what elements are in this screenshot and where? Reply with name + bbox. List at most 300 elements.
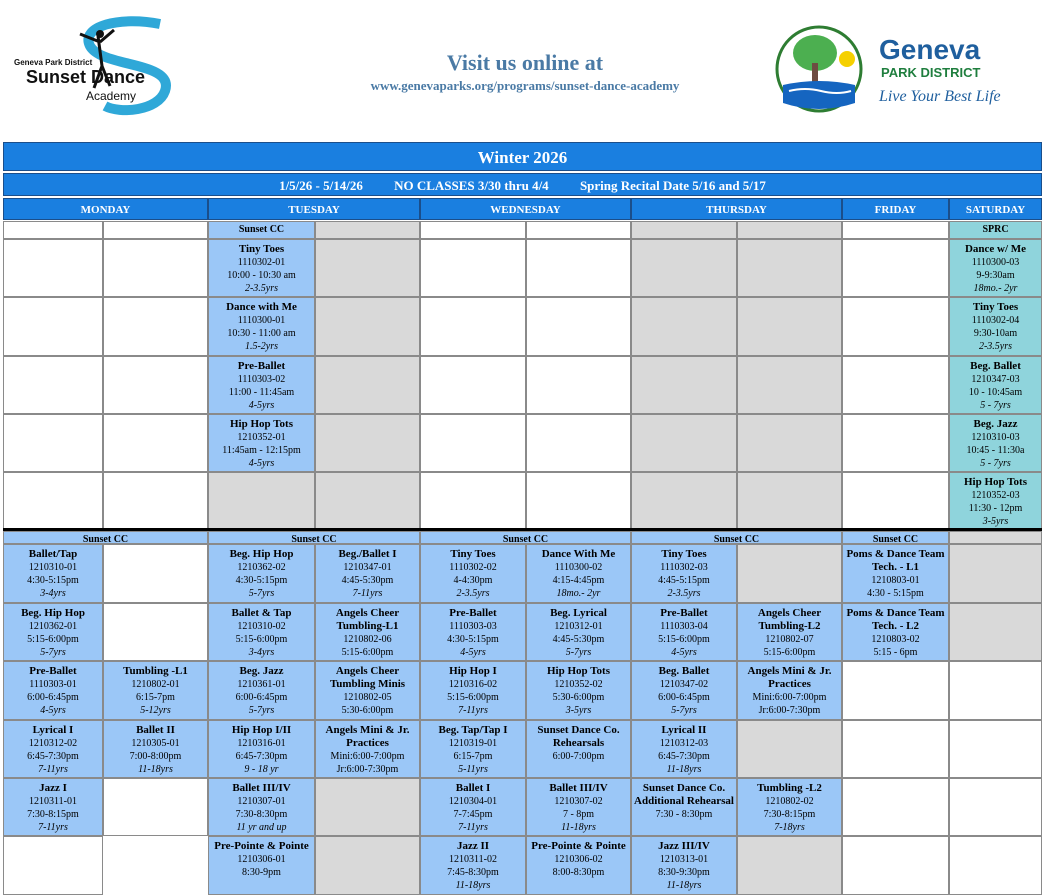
empty-cell bbox=[631, 414, 737, 472]
website-link[interactable]: www.genevaparks.org/programs/sunset-dance-academy bbox=[370, 78, 680, 93]
class-ages: 4-5yrs bbox=[248, 458, 275, 469]
class-name: Angels Cheer Tumbling Minis bbox=[329, 665, 406, 690]
class-name: Lyrical II bbox=[661, 724, 707, 736]
class-time: 11:30 - 12pm bbox=[968, 503, 1023, 514]
class-name: Tumbling -L2 bbox=[757, 782, 822, 794]
class-code: 1210803-01 bbox=[871, 575, 920, 586]
class-cell bbox=[420, 544, 526, 603]
class-code: 1110302-04 bbox=[971, 315, 1020, 326]
class-cell bbox=[208, 778, 315, 836]
class-time: 5:15-6:00pm bbox=[658, 634, 710, 645]
day-header-monday: MONDAY bbox=[3, 198, 208, 220]
class-time: 7-7:45pm bbox=[453, 809, 493, 820]
class-ages: 5 - 7yrs bbox=[980, 458, 1011, 469]
class-time: 6:45-7:30pm bbox=[658, 751, 710, 762]
class-ages: 11-18yrs bbox=[455, 880, 491, 891]
session-dates: 1/5/26 - 5/14/26 bbox=[279, 178, 363, 193]
empty-cell bbox=[103, 414, 208, 472]
class-time: 7 - 8pm bbox=[562, 809, 595, 820]
class-name: Angels Mini & Jr. Practices bbox=[747, 665, 832, 690]
class-code: 1210802-05 bbox=[343, 692, 392, 703]
class-cell bbox=[208, 414, 315, 472]
class-name: Pre-Pointe & Pointe bbox=[214, 840, 309, 852]
empty-cell bbox=[949, 836, 1042, 895]
class-name: Beg./Ballet I bbox=[338, 548, 397, 560]
class-ages: 5 - 7yrs bbox=[980, 400, 1011, 411]
location-cell bbox=[103, 221, 208, 239]
class-code: 1110302-03 bbox=[660, 562, 708, 573]
class-code: 1210311-02 bbox=[449, 854, 497, 865]
empty-cell bbox=[208, 472, 315, 530]
class-name: Lyrical I bbox=[32, 724, 74, 736]
class-time: 11:45am - 12:15pm bbox=[222, 445, 301, 456]
empty-cell bbox=[315, 836, 420, 895]
class-time: 6:45-7:30pm bbox=[27, 751, 79, 762]
class-time: 6:00-6:45pm bbox=[235, 692, 288, 703]
class-ages: 5-7yrs bbox=[248, 588, 275, 599]
class-name: Beg. Hip Hop bbox=[229, 548, 294, 560]
class-ages: 4-5yrs bbox=[460, 647, 486, 658]
class-cell bbox=[103, 720, 208, 778]
class-cell bbox=[3, 720, 103, 778]
class-name: Angels Cheer Tumbling-L1 bbox=[335, 607, 400, 632]
class-name: Jazz II bbox=[456, 840, 490, 852]
empty-cell bbox=[315, 297, 420, 356]
class-code: 1210312-01 bbox=[554, 621, 603, 632]
class-name: Tiny Toes bbox=[972, 301, 1019, 313]
class-name: Dance with Me bbox=[226, 301, 297, 313]
class-cell bbox=[949, 472, 1042, 530]
class-code: 1210352-02 bbox=[554, 679, 603, 690]
empty-cell bbox=[420, 239, 526, 297]
class-time: 7:30-8:15pm bbox=[763, 809, 816, 820]
class-name: Beg. Ballet bbox=[658, 665, 710, 677]
class-cell bbox=[631, 544, 737, 603]
class-code: 1110303-04 bbox=[660, 621, 708, 632]
class-time: Jr:6:00-7:30pm bbox=[758, 705, 821, 716]
class-time: 6:15-7pm bbox=[136, 692, 175, 703]
empty-cell bbox=[526, 297, 631, 356]
class-code: 1210347-01 bbox=[343, 562, 392, 573]
class-time: 4-4:30pm bbox=[453, 575, 493, 586]
class-cell bbox=[737, 661, 842, 720]
visit-heading: Visit us online at bbox=[446, 50, 604, 75]
class-time: 7:30-8:30pm bbox=[235, 809, 288, 820]
class-code: 1110303-01 bbox=[29, 679, 77, 690]
class-cell bbox=[315, 603, 420, 661]
empty-cell bbox=[842, 661, 949, 720]
location-cell bbox=[737, 221, 842, 239]
class-cell bbox=[631, 603, 737, 661]
class-code: 1110303-02 bbox=[237, 374, 286, 385]
location-cell: Sunset CC bbox=[842, 531, 949, 544]
class-code: 1110300-02 bbox=[554, 562, 603, 573]
class-code: 1110302-01 bbox=[237, 257, 286, 268]
class-time: 11:00 - 11:45am bbox=[228, 387, 295, 398]
class-name: Pre-Ballet bbox=[449, 607, 497, 619]
class-name: Tiny Toes bbox=[238, 243, 285, 255]
empty-cell bbox=[737, 356, 842, 414]
class-name: Beg. Tap/Tap I bbox=[438, 724, 508, 736]
class-time: 8:30-9:30pm bbox=[658, 867, 710, 878]
class-ages: 4-5yrs bbox=[40, 705, 66, 716]
class-code: 1110302-02 bbox=[449, 562, 497, 573]
class-name: Hip Hop I bbox=[449, 665, 497, 677]
class-time: 10 - 10:45am bbox=[968, 387, 1023, 398]
class-time: 9:30-10am bbox=[973, 328, 1018, 339]
class-ages: 5-12yrs bbox=[140, 705, 171, 716]
class-name: Poms & Dance Team Tech. - L2 bbox=[846, 607, 945, 632]
class-ages: 7-11yrs bbox=[352, 588, 383, 599]
class-code: 1110300-01 bbox=[237, 315, 286, 326]
svg-text:Geneva Park District: Geneva Park District bbox=[14, 58, 93, 67]
svg-text:Geneva: Geneva bbox=[879, 34, 981, 65]
empty-cell bbox=[842, 720, 949, 778]
class-code: 1210319-01 bbox=[448, 738, 498, 749]
empty-cell bbox=[3, 239, 103, 297]
class-ages: 7-11yrs bbox=[38, 822, 68, 833]
svg-text:Sunset Dance: Sunset Dance bbox=[26, 67, 146, 87]
class-cell bbox=[949, 297, 1042, 356]
empty-cell bbox=[526, 414, 631, 472]
class-time: 6:00-6:45pm bbox=[658, 692, 710, 703]
class-time: 5:30-6:00pm bbox=[552, 692, 605, 703]
empty-cell bbox=[3, 414, 103, 472]
class-cell bbox=[3, 603, 103, 661]
class-code: 1210802-01 bbox=[131, 679, 180, 690]
class-cell bbox=[631, 720, 737, 778]
class-time: 7:30-8:15pm bbox=[27, 809, 79, 820]
class-code: 1210361-01 bbox=[237, 679, 286, 690]
day-header-tuesday: TUESDAY bbox=[208, 198, 420, 220]
geneva-park-district-logo bbox=[775, 25, 1035, 115]
class-cell bbox=[631, 661, 737, 720]
empty-cell bbox=[3, 297, 103, 356]
class-name: Tiny Toes bbox=[661, 548, 707, 560]
empty-cell bbox=[737, 297, 842, 356]
empty-cell bbox=[949, 720, 1042, 778]
empty-cell bbox=[737, 720, 842, 778]
class-time: 5:15-6:00pm bbox=[27, 634, 79, 645]
class-ages: 11 yr and up bbox=[236, 822, 287, 833]
class-time: Jr:6:00-7:30pm bbox=[336, 764, 399, 775]
class-ages: 11-18yrs bbox=[666, 764, 702, 775]
class-ages: 2-3.5yrs bbox=[244, 283, 279, 294]
empty-cell bbox=[631, 472, 737, 530]
class-name: Dance With Me bbox=[541, 548, 616, 560]
class-cell bbox=[315, 661, 420, 720]
class-name: Beg. Lyrical bbox=[550, 607, 607, 619]
class-ages: 11-18yrs bbox=[666, 880, 702, 891]
empty-cell bbox=[949, 661, 1042, 720]
empty-cell bbox=[949, 531, 1042, 544]
class-ages: 2-3.5yrs bbox=[978, 341, 1013, 352]
class-name: Pre-Ballet bbox=[660, 607, 708, 619]
class-name: Dance w/ Me bbox=[964, 243, 1027, 255]
class-time: 10:00 - 10:30 am bbox=[227, 270, 296, 281]
class-time: 7:45-8:30pm bbox=[447, 867, 499, 878]
location-cell bbox=[631, 221, 737, 239]
class-time: 8:00-8:30pm bbox=[552, 867, 605, 878]
class-name: Angels Cheer Tumbling-L2 bbox=[757, 607, 822, 632]
class-ages: 9 - 18 yr bbox=[244, 764, 279, 775]
empty-cell bbox=[842, 778, 949, 836]
class-cell bbox=[631, 778, 737, 836]
class-ages: 7-11yrs bbox=[458, 705, 488, 716]
empty-cell bbox=[103, 544, 208, 603]
class-code: 1210311-01 bbox=[29, 796, 77, 807]
class-time: 5:30-6:00pm bbox=[341, 705, 394, 716]
class-time: 4:30 - 5:15pm bbox=[867, 588, 924, 599]
class-code: 1210310-02 bbox=[237, 621, 286, 632]
empty-cell bbox=[103, 603, 208, 661]
class-name: Jazz III/IV bbox=[658, 840, 710, 852]
class-ages: 11-18yrs bbox=[138, 764, 173, 775]
class-time: 4:30-5:15pm bbox=[447, 634, 499, 645]
class-name: Beg. Jazz bbox=[239, 665, 284, 677]
class-code: 1210362-01 bbox=[28, 621, 78, 632]
empty-cell bbox=[315, 239, 420, 297]
class-code: 1210802-07 bbox=[765, 634, 814, 645]
empty-cell bbox=[103, 472, 208, 530]
class-code: Mini:6:00-7:00pm bbox=[752, 692, 827, 703]
empty-cell bbox=[3, 836, 103, 895]
class-time: 8:30-9pm bbox=[242, 867, 281, 878]
empty-cell bbox=[949, 778, 1042, 836]
class-code: 1210310-01 bbox=[28, 562, 78, 573]
class-name: Beg. Jazz bbox=[973, 418, 1018, 430]
class-code: 1210307-01 bbox=[237, 796, 286, 807]
class-name: Ballet II bbox=[136, 724, 175, 736]
empty-cell bbox=[631, 239, 737, 297]
class-code: 1210305-01 bbox=[131, 738, 180, 749]
class-name: Ballet III/IV bbox=[549, 782, 608, 794]
class-ages: 5-7yrs bbox=[248, 705, 275, 716]
class-cell bbox=[737, 778, 842, 836]
class-ages: 5-7yrs bbox=[565, 647, 592, 658]
class-time: 4:45-5:30pm bbox=[341, 575, 394, 586]
day-header-friday: FRIDAY bbox=[842, 198, 949, 220]
class-ages: 1.5-2yrs bbox=[244, 341, 279, 352]
class-cell bbox=[3, 661, 103, 720]
class-code: 1210347-02 bbox=[659, 679, 709, 690]
class-name: Ballet/Tap bbox=[28, 548, 78, 560]
class-code: 1210802-02 bbox=[765, 796, 814, 807]
class-cell bbox=[420, 720, 526, 778]
class-cell bbox=[420, 603, 526, 661]
empty-cell bbox=[103, 297, 208, 356]
class-code: 1210316-01 bbox=[237, 738, 286, 749]
class-cell bbox=[842, 603, 949, 661]
season-banner: Winter 2026 bbox=[3, 142, 1042, 171]
class-name: Angels Mini & Jr. Practices bbox=[325, 724, 410, 749]
class-ages: 3-4yrs bbox=[40, 588, 66, 599]
class-code: 1210310-03 bbox=[971, 432, 1020, 443]
svg-text:Live Your Best Life: Live Your Best Life bbox=[879, 88, 1001, 105]
class-code: 1210802-06 bbox=[343, 634, 392, 645]
class-ages: 2-3.5yrs bbox=[456, 588, 490, 599]
empty-cell bbox=[842, 356, 949, 414]
class-ages: 3-5yrs bbox=[565, 705, 592, 716]
empty-cell bbox=[842, 414, 949, 472]
empty-cell bbox=[526, 472, 631, 530]
recital-dates: Spring Recital Date 5/16 and 5/17 bbox=[579, 178, 766, 193]
empty-cell bbox=[737, 836, 842, 895]
location-cell bbox=[420, 221, 526, 239]
class-ages: 5-7yrs bbox=[671, 705, 697, 716]
class-ages: 7-11yrs bbox=[458, 822, 488, 833]
class-cell bbox=[526, 661, 631, 720]
class-code: 1210304-01 bbox=[448, 796, 498, 807]
empty-cell bbox=[737, 544, 842, 603]
class-cell bbox=[315, 720, 420, 778]
class-code: 1210312-02 bbox=[28, 738, 78, 749]
class-ages: 4-5yrs bbox=[248, 400, 275, 411]
class-cell bbox=[842, 544, 949, 603]
class-name: Hip Hop I/II bbox=[231, 724, 292, 736]
class-ages: 2-3.5yrs bbox=[667, 588, 701, 599]
class-name: Poms & Dance Team Tech. - L1 bbox=[846, 548, 945, 573]
class-code: Mini:6:00-7:00pm bbox=[330, 751, 405, 762]
class-cell bbox=[526, 544, 631, 603]
class-cell bbox=[949, 414, 1042, 472]
class-time: 5:15-6:00pm bbox=[235, 634, 288, 645]
empty-cell bbox=[315, 356, 420, 414]
empty-cell bbox=[420, 356, 526, 414]
class-name: Pre-Pointe & Pointe bbox=[531, 840, 626, 852]
empty-cell bbox=[420, 472, 526, 530]
empty-cell bbox=[631, 356, 737, 414]
page-header bbox=[0, 0, 1045, 140]
class-name: Tumbling -L1 bbox=[123, 665, 188, 677]
empty-cell bbox=[737, 414, 842, 472]
location-cell: Sunset CC bbox=[208, 221, 315, 239]
empty-cell bbox=[315, 472, 420, 530]
svg-text:PARK DISTRICT: PARK DISTRICT bbox=[881, 65, 981, 80]
svg-text:Academy: Academy bbox=[86, 89, 137, 103]
location-cell bbox=[315, 221, 420, 239]
class-cell bbox=[526, 720, 631, 778]
class-time: 4:30-5:15pm bbox=[27, 575, 79, 586]
class-cell bbox=[949, 356, 1042, 414]
class-ages: 5-11yrs bbox=[458, 764, 488, 775]
class-time: 6:45-7:30pm bbox=[235, 751, 288, 762]
class-cell bbox=[208, 544, 315, 603]
empty-cell bbox=[315, 778, 420, 836]
class-ages: 7-11yrs bbox=[38, 764, 68, 775]
empty-cell bbox=[420, 414, 526, 472]
empty-cell bbox=[103, 356, 208, 414]
class-code: 1110300-03 bbox=[971, 257, 1020, 268]
class-time: 4:45-5:15pm bbox=[658, 575, 710, 586]
empty-cell bbox=[103, 778, 208, 836]
class-code: 1210803-02 bbox=[871, 634, 920, 645]
class-cell bbox=[208, 356, 315, 414]
class-code: 1210347-03 bbox=[971, 374, 1020, 385]
empty-cell bbox=[526, 356, 631, 414]
class-cell bbox=[208, 836, 315, 895]
class-ages: 18mo.- 2yr bbox=[973, 283, 1018, 294]
class-cell bbox=[737, 603, 842, 661]
class-ages: 18mo.- 2yr bbox=[556, 588, 601, 599]
class-ages: 4-5yrs bbox=[671, 647, 697, 658]
class-ages: 5-7yrs bbox=[40, 647, 66, 658]
class-time: 10:45 - 11:30a bbox=[966, 445, 1025, 456]
empty-cell bbox=[420, 297, 526, 356]
class-cell bbox=[526, 603, 631, 661]
empty-cell bbox=[842, 836, 949, 895]
class-cell bbox=[208, 603, 315, 661]
class-code: 6:00-7:00pm bbox=[552, 751, 605, 762]
class-time: 9-9:30am bbox=[976, 270, 1015, 281]
class-time: 4:30-5:15pm bbox=[235, 575, 288, 586]
class-name: Jazz I bbox=[39, 782, 67, 794]
location-cell: Sunset CC bbox=[208, 531, 420, 544]
class-ages: 3-4yrs bbox=[248, 647, 275, 658]
empty-cell bbox=[737, 472, 842, 530]
no-classes-note: NO CLASSES 3/30 thru 4/4 bbox=[394, 178, 549, 193]
class-cell bbox=[420, 661, 526, 720]
empty-cell bbox=[526, 239, 631, 297]
location-cell: Sunset CC bbox=[3, 531, 208, 544]
empty-cell bbox=[631, 297, 737, 356]
class-cell bbox=[208, 720, 315, 778]
location-cell bbox=[3, 221, 103, 239]
class-cell bbox=[208, 297, 315, 356]
class-name: Hip Hop Tots bbox=[547, 665, 610, 677]
class-time: 4:15-4:45pm bbox=[552, 575, 605, 586]
class-cell bbox=[420, 778, 526, 836]
class-code: 1210316-02 bbox=[448, 679, 498, 690]
class-name: Hip Hop Tots bbox=[964, 476, 1027, 488]
class-name: Hip Hop Tots bbox=[230, 418, 293, 430]
location-cell: SPRC bbox=[949, 221, 1042, 239]
class-time: 6:15-7pm bbox=[453, 751, 493, 762]
class-name: Sunset Dance Co. Additional Rehearsal bbox=[634, 782, 734, 807]
class-cell bbox=[949, 239, 1042, 297]
section-divider bbox=[3, 528, 1042, 531]
class-ages: 3-5yrs bbox=[982, 516, 1009, 527]
empty-cell bbox=[737, 239, 842, 297]
class-time: 6:00-6:45pm bbox=[27, 692, 79, 703]
empty-cell bbox=[315, 414, 420, 472]
class-name: Ballet & Tap bbox=[231, 607, 292, 619]
empty-cell bbox=[949, 544, 1042, 603]
class-name: Tiny Toes bbox=[450, 548, 496, 560]
class-name: Pre-Ballet bbox=[237, 360, 286, 372]
class-cell bbox=[315, 544, 420, 603]
class-time: 5:15-6:00pm bbox=[447, 692, 499, 703]
empty-cell bbox=[3, 472, 103, 530]
class-time: 4:45-5:30pm bbox=[552, 634, 605, 645]
class-time: 5:15-6:00pm bbox=[341, 647, 394, 658]
location-cell bbox=[842, 221, 949, 239]
class-code: 1210307-02 bbox=[554, 796, 603, 807]
class-code: 1210352-03 bbox=[971, 490, 1020, 501]
empty-cell bbox=[842, 297, 949, 356]
class-code: 1210312-03 bbox=[659, 738, 709, 749]
class-cell bbox=[208, 661, 315, 720]
class-code: 7:30 - 8:30pm bbox=[655, 809, 713, 820]
class-code: 1210362-02 bbox=[237, 562, 286, 573]
class-cell bbox=[420, 836, 526, 895]
empty-cell bbox=[949, 603, 1042, 661]
class-cell bbox=[103, 661, 208, 720]
class-name: Ballet I bbox=[455, 782, 491, 794]
class-name: Sunset Dance Co. Rehearsals bbox=[537, 724, 620, 749]
class-cell bbox=[3, 544, 103, 603]
class-cell bbox=[526, 778, 631, 836]
